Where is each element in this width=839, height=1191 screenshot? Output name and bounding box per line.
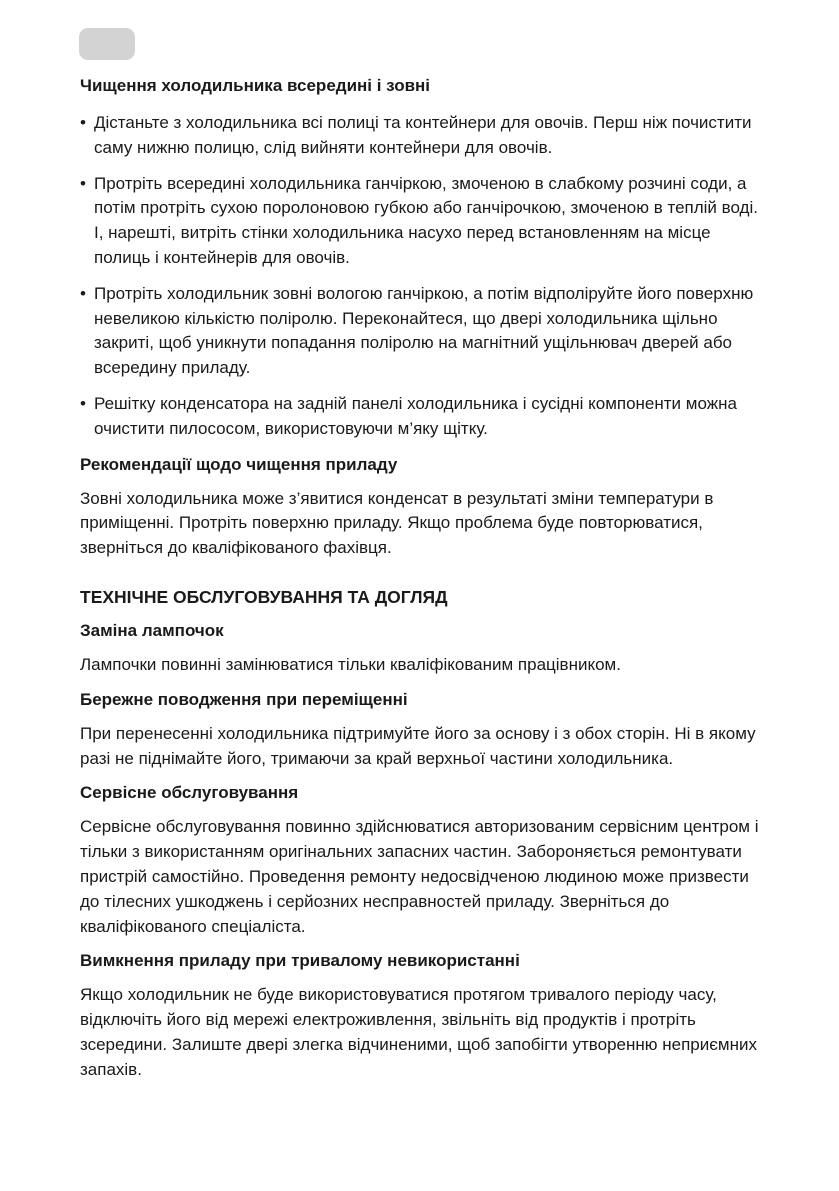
- list-item: • Протріть холодильник зовні вологою ганчіркою, а потім відполіруйте його поверхню невеликою кількістю поліролю. Переконайтеся, що двері холодильника щільно закриті, щоб уникнути попадання поліролю на магнітний ущільнювач дверей або всередину приладу.: [80, 282, 765, 381]
- heading-cleaning: Чищення холодильника всередині і зовні: [80, 76, 431, 95]
- storage-text: Якщо холодильник не буде використовуватися протягом тривалого періоду часу, відключіть його від мережі електроживлення, звільніть від продуктів і протріть зсередини. Залиште двері злегка відчиненими, щоб запобігти утворенню неприємних запахів.: [80, 985, 757, 1079]
- heading-recommendations: Рекомендації щодо чищення приладу: [80, 454, 398, 474]
- maintenance-title: ТЕХНІЧНЕ ОБСЛУГОВУВАННЯ ТА ДОГЛЯД: [80, 586, 448, 607]
- page-content: [80, 74, 765, 1083]
- list-item: • Решітку конденсатора на задній панелі холодильника і сусідні компоненти можна очистити пилососом, використовуючи м’яку щітку.: [80, 392, 765, 442]
- cleaning-list: [80, 111, 765, 442]
- heading-lamps: Заміна лампочок: [80, 620, 224, 640]
- moving-text: При перенесенні холодильника підтримуйте його за основу і з обох сторін. Ні в якому разі не піднімайте його, тримаючи за край верхньої частини холодильника.: [80, 723, 756, 768]
- heading-service: Сервісне обслуговування: [80, 783, 299, 803]
- list-item: • Протріть всередині холодильника ганчіркою, змоченою в слабкому розчині соди, а потім протріть сухою поролоновою губкою або ганчірочкою, змоченою в теплій воді. І, нарешті, витріть стінки холодильника насухо перед встановленням на місце полиць і контейнерів для овочів.: [80, 172, 765, 271]
- service-text: Сервісне обслуговування повинно здійснюватися авторизованим сервісним центром і тільки з використанням оригінальних запасних частин. Забороняється ремонтувати пристрій самостійно. Проведення ремонту недосвідченою людиною може призвести до тілесних ушкоджень і серйозних несправностей приладу. Зверніться до кваліфікованого спеціаліста.: [80, 817, 759, 936]
- heading-moving: Бережне поводження при переміщенні: [80, 689, 408, 709]
- list-item: • Дістаньте з холодильника всі полиці та контейнери для овочів. Перш ніж почистити саму нижню полицю, слід вийняти контейнери для овочів.: [80, 111, 765, 161]
- recommendations-text: Зовні холодильника може з’явитися конденсат в результаті зміни температури в приміщенні. Протріть поверхню приладу. Якщо проблема буде повторюватися, зверніться до кваліфікованого фахівця.: [80, 488, 714, 558]
- lamps-text: Лампочки повинні замінюватися тільки кваліфікованим працівником.: [80, 654, 621, 674]
- heading-storage: Вимкнення приладу при тривалому невикористанні: [80, 951, 520, 971]
- page-tab-marker: [79, 28, 135, 60]
